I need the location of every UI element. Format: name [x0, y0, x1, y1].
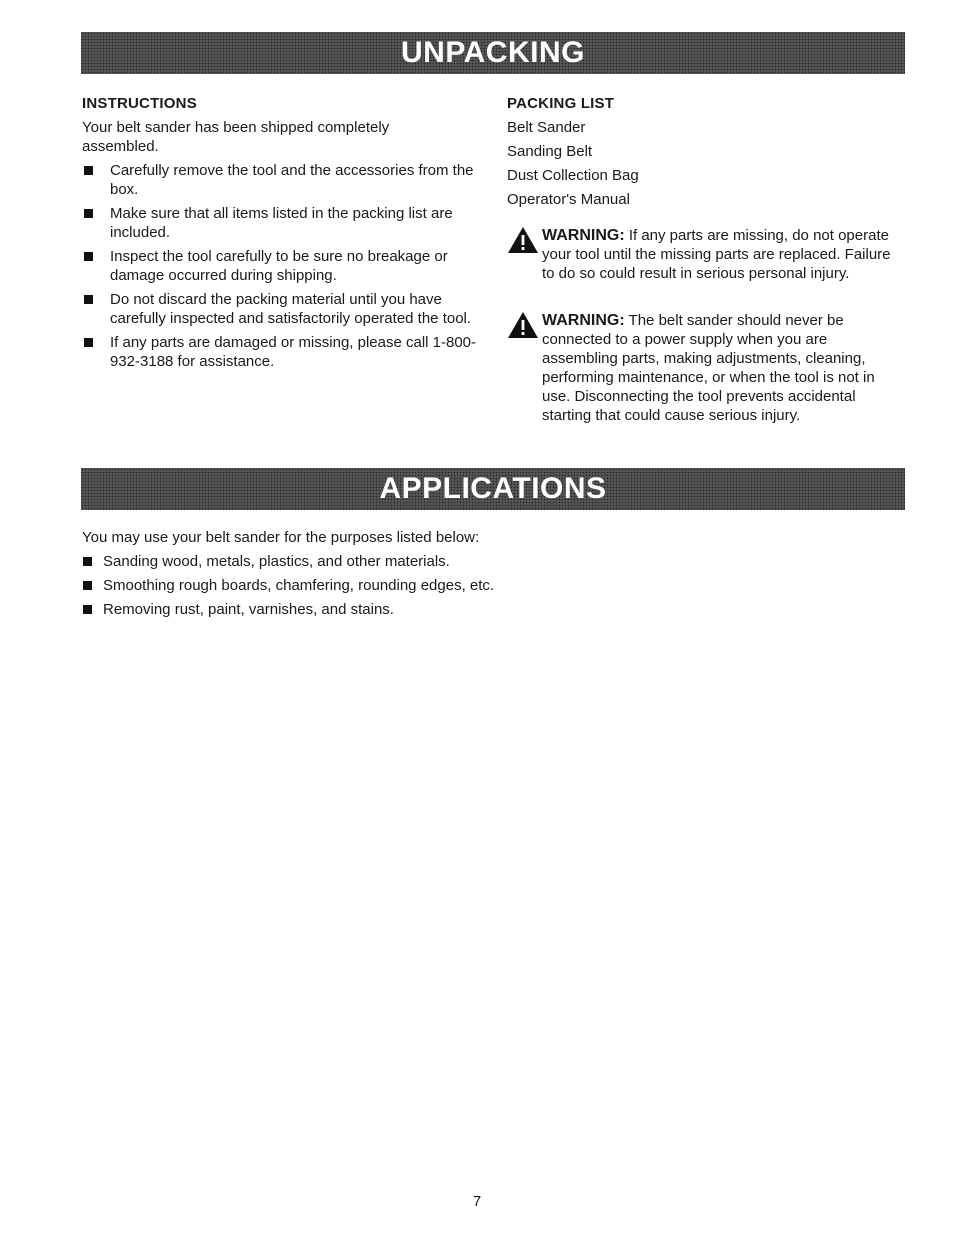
list-item: [82, 552, 682, 571]
instructions-column: [82, 95, 482, 376]
warning-missing-parts: [507, 226, 892, 283]
warning-text: If any parts are missing, do not operate your tool until the missing parts are replaced. Failure to do so could result in serious personal injury.: [542, 227, 891, 282]
bullet-square-icon: [84, 252, 93, 261]
packing-list-item: Dust Collection Bag: [507, 167, 639, 184]
list-item-text: If any parts are damaged or missing, please call 1-800-932-3188 for assistance.: [110, 334, 477, 370]
packing-list-item: Sanding Belt: [507, 143, 593, 160]
applications-title: APPLICATIONS: [379, 472, 607, 505]
applications-content: [82, 528, 682, 624]
instructions-intro: Your belt sander has been shipped completely assembled.: [82, 119, 390, 155]
list-item: [82, 290, 482, 328]
packing-list-item: Operator's Manual: [507, 191, 630, 208]
packing-list-item: Belt Sander: [507, 119, 586, 136]
list-item: [82, 333, 482, 371]
list-item-text: Inspect the tool carefully to be sure no breakage or damage occurred during shipping.: [110, 248, 448, 284]
list-item-text: Do not discard the packing material until you have carefully inspected and satisfactorily operated the tool.: [110, 291, 472, 327]
warning-power-supply: [507, 311, 902, 425]
bullet-square-icon: [84, 166, 93, 175]
bullet-square-icon: [83, 581, 92, 590]
list-item-text: Smoothing rough boards, chamfering, rounding edges, etc.: [103, 577, 495, 594]
instructions-list: [82, 161, 482, 371]
warning-text: The belt sander should never be connected to a power supply when you are assembling parts, making adjustments, cleaning, performing maintenance, or when the tool is not in use. Disconnecting the tool prevents accidental starting that could cause serious injury.: [542, 312, 875, 424]
packing-list-column: [507, 95, 907, 425]
bullet-square-icon: [83, 605, 92, 614]
instructions-heading: INSTRUCTIONS: [82, 95, 197, 112]
applications-section-banner: [81, 468, 905, 510]
warning-label: WARNING:: [542, 227, 625, 244]
unpacking-title: UNPACKING: [401, 36, 585, 69]
applications-list: [82, 552, 682, 619]
page-number: 7: [472, 1193, 482, 1210]
bullet-square-icon: [84, 295, 93, 304]
list-item: [82, 600, 682, 619]
bullet-square-icon: [84, 338, 93, 347]
warning-triangle-icon: [507, 311, 539, 339]
list-item-text: Sanding wood, metals, plastics, and other materials.: [103, 553, 450, 570]
list-item: [82, 161, 482, 199]
list-item-text: Removing rust, paint, varnishes, and stains.: [103, 601, 394, 618]
packing-list-heading: PACKING LIST: [507, 95, 615, 112]
bullet-square-icon: [83, 557, 92, 566]
list-item-text: Make sure that all items listed in the packing list are included.: [110, 205, 453, 241]
list-item-text: Carefully remove the tool and the accessories from the box.: [110, 162, 474, 198]
warning-label: WARNING:: [542, 312, 625, 329]
warning-triangle-icon: [507, 226, 539, 254]
list-item: [82, 576, 682, 595]
bullet-square-icon: [84, 209, 93, 218]
applications-intro: You may use your belt sander for the purposes listed below:: [82, 529, 480, 546]
unpacking-section-banner: [81, 32, 905, 74]
list-item: [82, 204, 482, 242]
list-item: [82, 247, 482, 285]
